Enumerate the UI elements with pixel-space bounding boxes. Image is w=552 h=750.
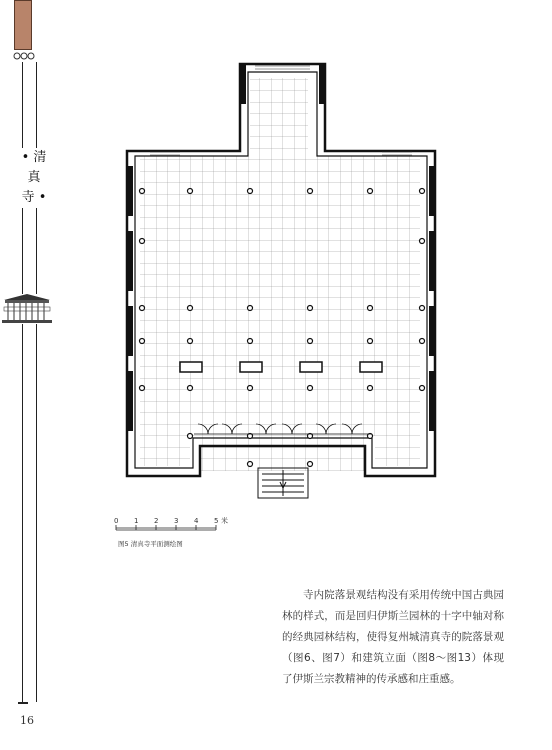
page-number: 16 bbox=[20, 714, 34, 727]
scale-tick: 4 bbox=[194, 517, 199, 525]
scale-tick: 2 bbox=[154, 517, 159, 525]
section-title-line: 寺 • bbox=[21, 190, 47, 205]
scale-tick: 3 bbox=[174, 517, 179, 525]
scale-tick: 1 bbox=[134, 517, 139, 525]
spine-decoration bbox=[14, 0, 32, 50]
section-title-line: • 清 bbox=[21, 150, 47, 165]
scale-unit: 米 bbox=[221, 517, 228, 525]
floor-plan-drawing bbox=[110, 56, 450, 506]
section-title bbox=[14, 148, 54, 208]
spine-foot bbox=[18, 702, 28, 704]
figure-caption: 图5 清真寺平面测绘图 bbox=[118, 540, 183, 548]
knot-ornament bbox=[13, 52, 35, 60]
scale-tick: 0 bbox=[114, 517, 119, 525]
building-thumbnail-icon bbox=[2, 290, 52, 324]
body-paragraph: 寺内院落景观结构没有采用传统中国古典园林的样式，而是回归伊斯兰园林的十字中轴对称的经典园林结构，使得复州城清真寺的院落景观（图6、图7）和建筑立面（图8～图13）体现了伊斯兰宗教精神的传承感和庄重感。 bbox=[282, 589, 504, 685]
section-title-line: 真 bbox=[27, 170, 41, 185]
body-text bbox=[282, 585, 504, 690]
scale-tick: 5 bbox=[214, 517, 219, 525]
